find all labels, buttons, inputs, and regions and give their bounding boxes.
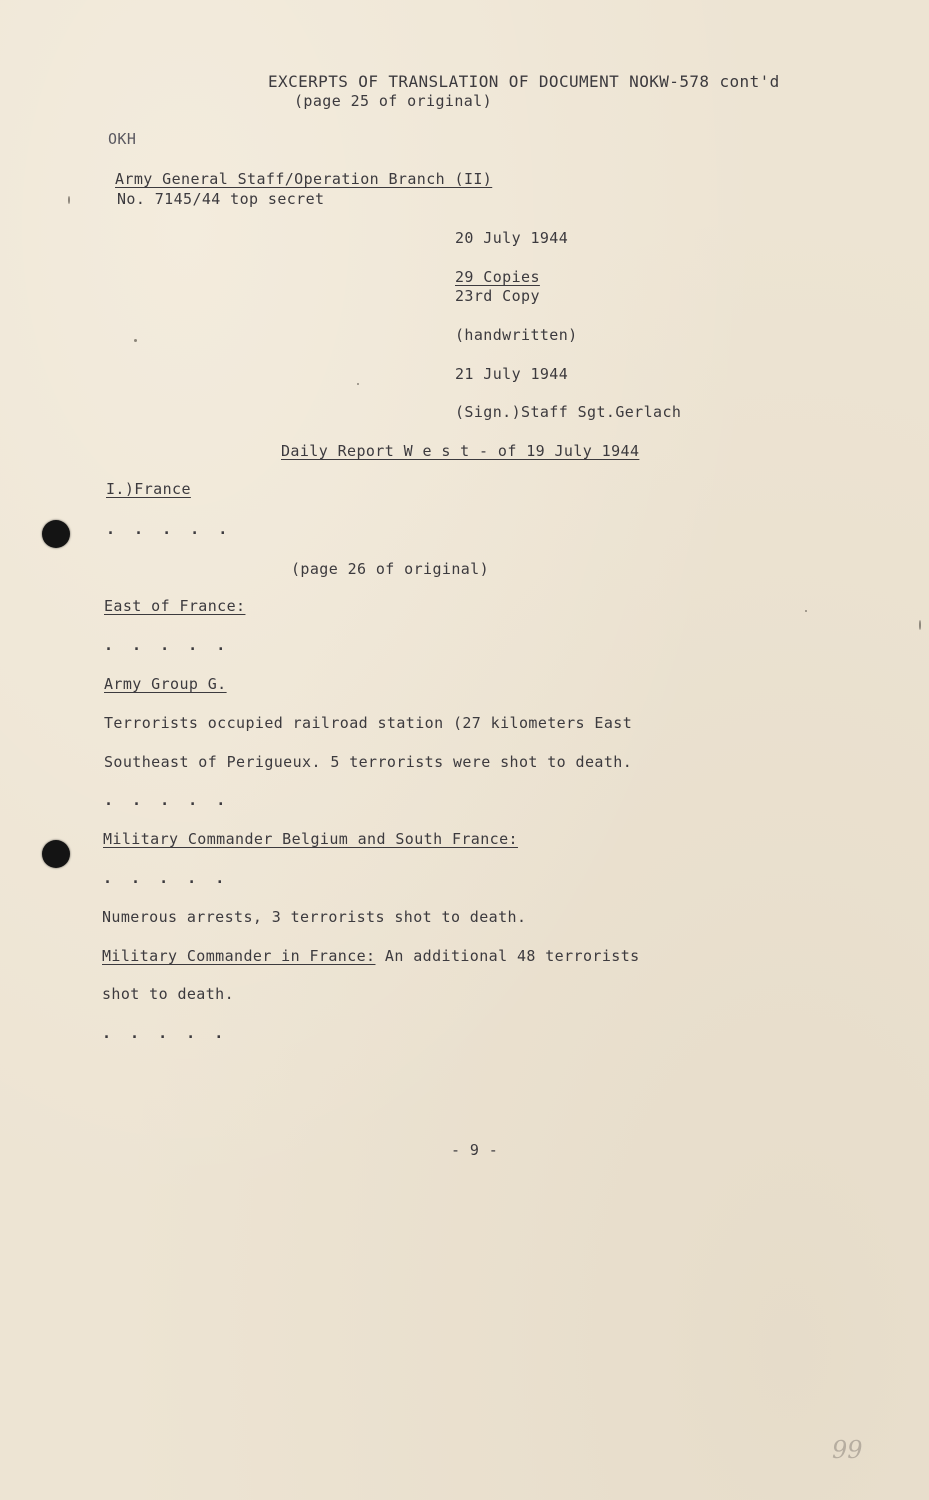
section-mil-cmd-france: Military Commander in France: [102,947,376,965]
army-group-text-line-2: Southeast of Perigueux. 5 terrorists were shot to death. [104,753,633,771]
ellipsis-5: . . . . . [102,1024,229,1042]
speck [68,196,70,204]
ellipsis-2: . . . . . [104,636,231,654]
punch-hole-bottom [42,840,70,868]
handwritten-page-number: 99 [832,1436,863,1464]
page-reference-26: (page 26 of original) [291,560,490,578]
document-title: EXCERPTS OF TRANSLATION OF DOCUMENT NOKW-578 cont'd [268,72,780,91]
army-group-text-line-1: Terrorists occupied railroad station (27 kilometers East [104,714,633,732]
sender-branch: Army General Staff/Operation Branch (II) [115,170,493,188]
page-number: - 9 - [451,1141,499,1159]
copy-number: 23rd Copy [455,287,540,305]
page-reference: (page 25 of original) [294,92,493,110]
ellipsis-3: . . . . . [104,791,231,809]
speck [134,339,137,342]
section-east-of-france: East of France: [104,597,246,615]
report-title: Daily Report W e s t - of 19 July 1944 [281,442,640,460]
belgium-text: Numerous arrests, 3 terrorists shot to death. [102,908,527,926]
punch-hole-top [42,520,70,548]
ellipsis-1: . . . . . [106,520,233,538]
mil-cmd-france-line [102,947,640,965]
speck [919,620,921,630]
speck [805,610,807,612]
france-text-2: shot to death. [102,985,235,1003]
handwritten-date: 21 July 1944 [455,365,569,383]
signature: (Sign.)Staff Sgt.Gerlach [455,403,682,421]
reference-number: No. 7145/44 top secret [117,190,325,208]
handwritten-note: (handwritten) [455,326,578,344]
section-army-group-g: Army Group G. [104,675,227,693]
sender-org: OKH [108,130,137,148]
section-france: I.)France [106,480,191,498]
copies-count: 29 Copies [455,268,540,286]
ellipsis-4: . . . . . [103,869,230,887]
document-date: 20 July 1944 [455,229,569,247]
speck [357,383,359,385]
france-text-1: An additional 48 terrorists [375,947,640,965]
section-mil-cmd-belgium: Military Commander Belgium and South France: [103,830,518,848]
